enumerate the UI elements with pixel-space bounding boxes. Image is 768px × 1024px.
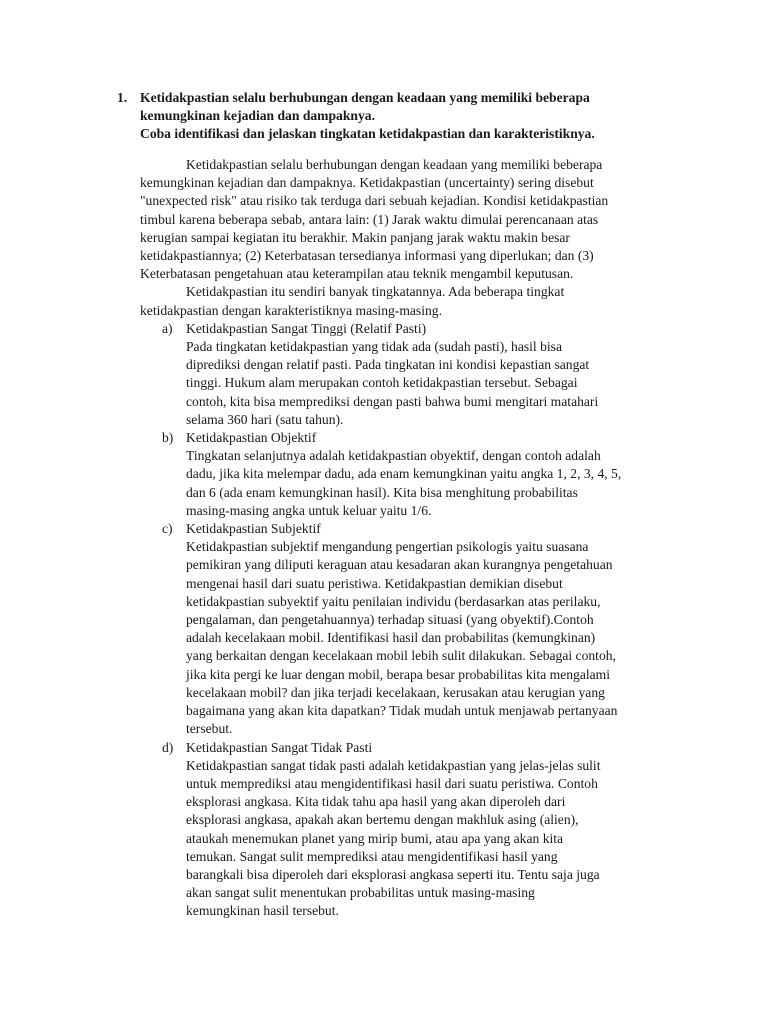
question-number: 1. [117,90,128,105]
level-line: adalah kecelakaan mobil. Identifikasi hasil dan probabilitas (kemungkinan) [186,630,596,646]
level-item-d [140,739,680,921]
level-line: Pada tingkatan ketidakpastian yang tidak ada (sudah pasti), hasil bisa [186,339,562,355]
paragraph-line: kerugian sampai kegiatan itu berakhir. Makin panjang jarak waktu makin besar [140,229,570,245]
list-marker: c) [162,521,173,537]
question-line: kemungkinan kejadian dan dampaknya. [140,108,375,124]
answer-body [140,156,680,921]
list-marker: a) [162,320,173,336]
level-item-a [140,320,680,429]
level-line: untuk memprediksi atau mengidentifikasi hasil dari suatu peristiwa. Contoh [186,775,598,791]
level-title: Ketidakpastian Subjektif [186,521,321,537]
level-line: mengenai hasil dari suatu peristiwa. Ketidakpastian demikian disebut [186,575,563,591]
level-line: ataukah menemukan planet yang mirip bumi, atau apa yang akan kita [186,830,564,846]
level-line: diprediksi dengan relatif pasti. Pada tingkatan ini kondisi kepastian sangat [186,357,590,373]
paragraph-line: timbul karena beberapa sebab, antara lain: (1) Jarak waktu dimulai perencanaan atas [140,211,599,227]
level-line: eksplorasi angkasa. Kita tidak tahu apa hasil yang akan diperoleh dari [186,794,566,810]
paragraph-line: Ketidakpastian selalu berhubungan dengan keadaan yang memiliki beberapa [186,157,603,172]
level-line: kecelakaan mobil? dan jika terjadi kecelakaan, kerusakan atau kerugian yang [186,684,605,700]
level-line: selama 360 hari (satu tahun). [186,411,344,427]
paragraph-line: ketidakpastian dengan karakteristiknya masing-masing. [140,302,442,318]
level-title: Ketidakpastian Sangat Tidak Pasti [186,739,373,755]
level-item-c [140,520,680,738]
level-line: tersebut. [186,721,233,737]
level-line: dadu, jika kita melempar dadu, ada enam kemungkinan yaitu angka 1, 2, 3, 4, 5, [186,466,622,482]
level-line: Ketidakpastian subjektif mengandung pengertian psikologis yaitu suasana [186,539,589,555]
level-line: barangkali bisa diperoleh dari eksplorasi angkasa seperti itu. Tentu saja juga [186,866,600,882]
level-title: Ketidakpastian Objektif [186,430,317,446]
level-line: dan 6 (ada enam kemungkinan hasil). Kita bisa menghitung probabilitas [186,484,578,500]
question-line: Ketidakpastian selalu berhubungan dengan keadaan yang memiliki beberapa [140,90,590,105]
level-line: pengalaman, dan pengetahuannya) terhadap situasi (yang obyektif).Contoh [186,612,594,628]
level-line: eksplorasi angkasa, apakah akan bertemu dengan makhluk asing (alien), [186,812,579,828]
level-line: bagaimana yang akan kita dapatkan? Tidak mudah untuk menjawab pertanyaan [186,703,618,719]
level-title: Ketidakpastian Sangat Tinggi (Relatif Pasti) [186,320,427,336]
level-line: temukan. Sangat sulit memprediksi atau mengidentifikasi hasil yang [186,848,558,864]
intro-paragraph [140,156,680,283]
list-marker: d) [162,739,174,755]
paragraph-line: kemungkinan kejadian dan dampaknya. Ketidakpastian (uncertainty) sering disebut [140,175,594,191]
paragraph-line: ketidakpastiannya; (2) Keterbatasan tersedianya informasi yang diperlukan; dan (3) [140,248,594,264]
question-line: Coba identifikasi dan jelaskan tingkatan ketidakpastian dan karakteristiknya. [140,126,595,142]
paragraph-line: "unexpected risk" atau risiko tak terduga dari sebuah kejadian. Kondisi ketidakpastian [140,193,609,209]
level-line: contoh, kita bisa memprediksi dengan pasti bahwa bumi mengitari matahari [186,393,599,409]
level-line: ketidakpastian subyektif yaitu penilaian individu (berdasarkan atas perilaku, [186,593,601,609]
paragraph-line: Ketidakpastian itu sendiri banyak tingkatannya. Ada beberapa tingkat [186,284,565,300]
level-line: tinggi. Hukum alam merupakan contoh ketidakpastian tersebut. Sebagai [186,375,578,391]
level-line: jika kita pergi ke luar dengan mobil, berapa besar probabilitas kita mengalami [186,666,611,682]
level-line: yang berkaitan dengan kecelakaan mobil lebih sulit dilakukan. Sebagai contoh, [186,648,616,664]
level-line: akan sangat sulit menentukan probabilitas untuk masing-masing [186,885,535,901]
list-marker: b) [162,430,174,446]
level-line: pemikiran yang diliputi keraguan atau kesadaran akan kurangnya pengetahuan [186,557,613,573]
level-line: Ketidakpastian sangat tidak pasti adalah ketidakpastian yang jelas-jelas sulit [186,757,601,773]
levels-list [140,320,680,921]
level-line: kemungkinan hasil tersebut. [186,903,339,919]
question-text [140,89,680,144]
level-line: Tingkatan selanjutnya adalah ketidakpastian obyektif, dengan contoh adalah [186,448,601,464]
level-line: masing-masing angka untuk keluar yaitu 1/6. [186,502,432,518]
levels-paragraph [140,283,680,319]
level-item-b [140,429,680,520]
paragraph-line: Keterbatasan pengetahuan atau keterampilan atau teknik mengambil keputusan. [140,266,574,282]
